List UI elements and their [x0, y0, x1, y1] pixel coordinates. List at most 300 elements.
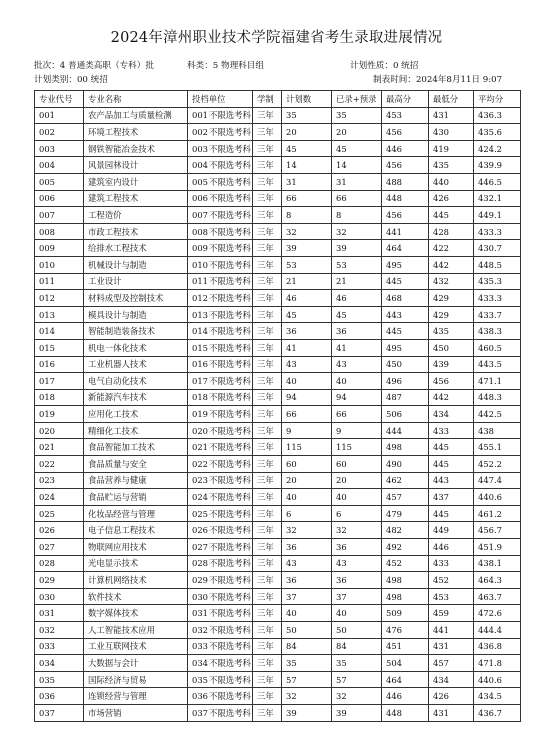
- cell-min-score: [429, 339, 474, 356]
- cell-major-name: [84, 456, 188, 473]
- cell-avg-score-text: 424.2: [478, 143, 502, 154]
- cell-max-score-text: 452: [386, 558, 402, 569]
- cell-min-score: [429, 505, 474, 522]
- cell-max-score: [382, 306, 429, 323]
- cell-avg-score-text: 433.3: [478, 226, 502, 237]
- cell-avg-score: [474, 622, 521, 639]
- table-row: [35, 306, 521, 323]
- cell-max-score-text: 506: [386, 409, 402, 420]
- subject-restriction: 不限选考科: [209, 657, 251, 668]
- subject-restriction: 不限选考科: [209, 525, 251, 536]
- cell-min-score-text: 442: [433, 392, 449, 403]
- cell-min-score-text: 419: [433, 143, 449, 154]
- cell-major-name-text: 食品贮运与营销: [88, 492, 147, 503]
- cell-duration-text: 三年: [257, 259, 274, 270]
- cell-submit-unit: [188, 688, 253, 705]
- cell-avg-score-text: 444.4: [478, 624, 502, 635]
- cell-max-score-text: 444: [386, 425, 402, 436]
- cell-major-code: [35, 422, 84, 439]
- cell-admitted-count-text: 31: [336, 176, 347, 187]
- cell-admitted-count: [332, 422, 382, 439]
- cell-avg-score: [474, 290, 521, 307]
- cell-submit-unit: [188, 605, 253, 622]
- cell-min-score: [429, 140, 474, 157]
- cell-plan-count: [282, 555, 332, 572]
- cell-duration-text: 三年: [257, 608, 274, 619]
- cell-major-name: [84, 655, 188, 672]
- table-row: [35, 356, 521, 373]
- cell-max-score-text: 498: [386, 575, 402, 586]
- cell-max-score-text: 487: [386, 392, 402, 403]
- cell-avg-score: [474, 539, 521, 556]
- cell-max-score-text: 456: [386, 126, 402, 137]
- cell-major-code-text: 015: [39, 342, 55, 353]
- cell-duration-text: 三年: [257, 126, 274, 137]
- cell-duration: [253, 671, 282, 688]
- cell-avg-score-text: 438: [478, 425, 494, 436]
- table-row: [35, 622, 521, 639]
- cell-major-code: [35, 356, 84, 373]
- cell-major-name: [84, 472, 188, 489]
- cell-admitted-count: [332, 290, 382, 307]
- subject-restriction: 不限选考科: [209, 226, 251, 237]
- cell-major-code-text: 018: [39, 392, 55, 403]
- cell-duration-text: 三年: [257, 458, 274, 469]
- cell-min-score: [429, 389, 474, 406]
- cell-major-name: [84, 290, 188, 307]
- cell-submit-unit: [188, 489, 253, 506]
- cell-duration: [253, 356, 282, 373]
- cell-plan-count: [282, 671, 332, 688]
- cell-major-name: [84, 373, 188, 390]
- submit-unit-code: 019: [192, 409, 208, 420]
- cell-admitted-count: [332, 190, 382, 207]
- cell-major-code-text: 005: [39, 176, 55, 187]
- table-row: [35, 439, 521, 456]
- cell-min-score: [429, 306, 474, 323]
- cell-major-name: [84, 173, 188, 190]
- cell-max-score: [382, 688, 429, 705]
- cell-admitted-count-text: 39: [336, 707, 347, 718]
- cell-major-name-text: 食品营养与健康: [88, 475, 147, 486]
- cell-duration: [253, 572, 282, 589]
- cell-duration: [253, 539, 282, 556]
- table-row: [35, 588, 521, 605]
- cell-major-name: [84, 638, 188, 655]
- cell-duration-text: 三年: [257, 575, 274, 586]
- cell-major-code-text: 030: [39, 591, 55, 602]
- cell-plan-count: [282, 190, 332, 207]
- cell-avg-score: [474, 472, 521, 489]
- cell-submit-unit: [188, 472, 253, 489]
- cell-plan-count-text: 45: [286, 143, 297, 154]
- cell-avg-score: [474, 588, 521, 605]
- cell-duration: [253, 107, 282, 124]
- cell-submit-unit: [188, 671, 253, 688]
- cell-min-score: [429, 588, 474, 605]
- cell-plan-count-text: 40: [286, 608, 297, 619]
- cell-plan-count: [282, 306, 332, 323]
- submit-unit-code: 016: [192, 359, 208, 370]
- cell-plan-count: [282, 622, 332, 639]
- cell-min-score-text: 446: [433, 541, 449, 552]
- cell-major-name: [84, 439, 188, 456]
- cell-min-score-text: 445: [433, 209, 449, 220]
- cell-major-name-text: 食品智能加工技术: [88, 442, 155, 453]
- page-title: 2024年漳州职业技术学院福建省考生录取进展情况: [110, 30, 443, 46]
- cell-plan-count: [282, 456, 332, 473]
- cell-admitted-count-text: 40: [336, 608, 347, 619]
- table-row: [35, 107, 521, 124]
- cell-min-score: [429, 124, 474, 141]
- cell-admitted-count: [332, 124, 382, 141]
- cell-plan-count: [282, 157, 332, 174]
- cell-submit-unit: [188, 339, 253, 356]
- subject-restriction: 不限选考科: [209, 276, 251, 287]
- table-row: [35, 406, 521, 423]
- cell-major-name: [84, 704, 188, 721]
- cell-admitted-count: [332, 406, 382, 423]
- cell-major-name: [84, 240, 188, 257]
- cell-submit-unit: [188, 290, 253, 307]
- cell-max-score-text: 448: [386, 707, 402, 718]
- cell-max-score: [382, 406, 429, 423]
- cell-plan-count-text: 94: [286, 392, 297, 403]
- table-row: [35, 157, 521, 174]
- cell-max-score-text: 464: [386, 243, 402, 254]
- cell-duration-text: 三年: [257, 309, 274, 320]
- cell-plan-count-text: 14: [286, 160, 297, 171]
- cell-admitted-count-text: 36: [336, 326, 347, 337]
- cell-major-code: [35, 273, 84, 290]
- cell-admitted-count: [332, 489, 382, 506]
- cell-avg-score-text: 442.5: [478, 409, 502, 420]
- cell-duration-text: 三年: [257, 624, 274, 635]
- subject-restriction: 不限选考科: [209, 442, 251, 453]
- cell-avg-score-text: 463.7: [478, 591, 502, 602]
- cell-submit-unit: [188, 572, 253, 589]
- batch-info: 批次：4 普通类高职（专科）批: [34, 61, 154, 71]
- subject-restriction: 不限选考科: [209, 591, 251, 602]
- cell-min-score: [429, 207, 474, 224]
- cell-duration: [253, 638, 282, 655]
- cell-max-score: [382, 240, 429, 257]
- cell-max-score: [382, 190, 429, 207]
- cell-major-name: [84, 406, 188, 423]
- cell-avg-score: [474, 688, 521, 705]
- cell-admitted-count-text: 45: [336, 143, 347, 154]
- cell-plan-count-text: 57: [286, 674, 297, 685]
- cell-avg-score: [474, 373, 521, 390]
- cell-min-score: [429, 655, 474, 672]
- cell-plan-count-text: 35: [286, 110, 297, 121]
- cell-avg-score: [474, 223, 521, 240]
- cell-plan-count: [282, 539, 332, 556]
- table-row: [35, 173, 521, 190]
- table-row: [35, 605, 521, 622]
- cell-admitted-count: [332, 323, 382, 340]
- cell-major-code-text: 012: [39, 292, 55, 303]
- subject-restriction: 不限选考科: [209, 707, 251, 718]
- cell-admitted-count: [332, 671, 382, 688]
- cell-min-score-text: 449: [433, 525, 449, 536]
- cell-plan-count-text: 53: [286, 259, 297, 270]
- cell-admitted-count-text: 20: [336, 475, 347, 486]
- cell-max-score: [382, 605, 429, 622]
- cell-duration-text: 三年: [257, 508, 274, 519]
- cell-avg-score: [474, 489, 521, 506]
- cell-major-code-text: 002: [39, 126, 55, 137]
- table-row: [35, 389, 521, 406]
- cell-major-code: [35, 489, 84, 506]
- cell-major-name: [84, 356, 188, 373]
- cell-major-code: [35, 173, 84, 190]
- cell-max-score: [382, 572, 429, 589]
- cell-min-score: [429, 555, 474, 572]
- cell-max-score-text: 498: [386, 442, 402, 453]
- submit-unit-code: 018: [192, 392, 208, 403]
- cell-admitted-count-text: 115: [336, 442, 352, 453]
- table-row: [35, 323, 521, 340]
- submit-unit-code: 006: [192, 193, 208, 204]
- cell-admitted-count-text: 46: [336, 292, 347, 303]
- cell-min-score-text: 450: [433, 342, 449, 353]
- cell-plan-count: [282, 655, 332, 672]
- cell-submit-unit: [188, 107, 253, 124]
- cell-major-name-text: 新能源汽车技术: [88, 392, 147, 403]
- cell-major-code-text: 031: [39, 608, 55, 619]
- subject-restriction: 不限选考科: [209, 309, 251, 320]
- submit-unit-code: 026: [192, 525, 208, 536]
- cell-admitted-count-text: 84: [336, 641, 347, 652]
- table-row: [35, 140, 521, 157]
- cell-duration-text: 三年: [257, 226, 274, 237]
- subject-restriction: 不限选考科: [209, 126, 251, 137]
- cell-admitted-count: [332, 622, 382, 639]
- cell-submit-unit: [188, 173, 253, 190]
- cell-avg-score-text: 443.5: [478, 359, 502, 370]
- cell-duration-text: 三年: [257, 541, 274, 552]
- subject-restriction: 不限选考科: [209, 209, 251, 220]
- cell-plan-count-text: 43: [286, 558, 297, 569]
- cell-plan-count-text: 37: [286, 591, 297, 602]
- cell-min-score-text: 441: [433, 624, 449, 635]
- cell-admitted-count: [332, 373, 382, 390]
- cell-duration: [253, 256, 282, 273]
- cell-major-code-text: 010: [39, 259, 55, 270]
- cell-avg-score: [474, 389, 521, 406]
- cell-avg-score-text: 432.1: [478, 193, 502, 204]
- cell-duration: [253, 339, 282, 356]
- made-time-info: 制表时间：2024年8月11日 9:07: [373, 75, 503, 85]
- submit-unit-code: 013: [192, 309, 208, 320]
- cell-max-score-text: 456: [386, 160, 402, 171]
- cell-major-code: [35, 456, 84, 473]
- cell-admitted-count: [332, 704, 382, 721]
- cell-avg-score: [474, 704, 521, 721]
- cell-duration: [253, 688, 282, 705]
- table-row: [35, 489, 521, 506]
- subject-restriction: 不限选考科: [209, 624, 251, 635]
- table-row: [35, 456, 521, 473]
- cell-major-name-text: 给排水工程技术: [88, 243, 147, 254]
- cell-min-score-text: 442: [433, 259, 449, 270]
- subject-restriction: 不限选考科: [209, 193, 251, 204]
- cell-avg-score-text: 434.5: [478, 691, 502, 702]
- submit-unit-code: 036: [192, 691, 208, 702]
- cell-duration: [253, 273, 282, 290]
- cell-avg-score-text: 449.1: [478, 209, 502, 220]
- cell-submit-unit: [188, 207, 253, 224]
- cell-avg-score-text: 433.3: [478, 292, 502, 303]
- cell-major-code-text: 036: [39, 691, 55, 702]
- cell-admitted-count-text: 32: [336, 525, 347, 536]
- cell-major-name-text: 农产品加工与质量检测: [88, 110, 172, 121]
- cell-avg-score-text: 455.1: [478, 442, 502, 453]
- cell-admitted-count-text: 41: [336, 342, 347, 353]
- cell-max-score: [382, 290, 429, 307]
- header-plan-count: 计划数: [282, 91, 332, 108]
- cell-avg-score-text: 448.5: [478, 259, 502, 270]
- cell-duration: [253, 157, 282, 174]
- table-row: [35, 124, 521, 141]
- cell-duration-text: 三年: [257, 475, 274, 486]
- cell-plan-count: [282, 505, 332, 522]
- cell-admitted-count-text: 6: [336, 508, 342, 519]
- cell-duration: [253, 173, 282, 190]
- cell-admitted-count-text: 66: [336, 193, 347, 204]
- cell-major-name: [84, 273, 188, 290]
- cell-max-score-text: 457: [386, 492, 402, 503]
- cell-major-name-text: 智能制造装备技术: [88, 326, 155, 337]
- cell-max-score-text: 498: [386, 591, 402, 602]
- cell-duration: [253, 605, 282, 622]
- cell-duration: [253, 290, 282, 307]
- table-row: [35, 290, 521, 307]
- cell-major-name-text: 建筑工程技术: [88, 193, 139, 204]
- cell-avg-score: [474, 140, 521, 157]
- cell-major-code: [35, 472, 84, 489]
- subject-restriction: 不限选考科: [209, 492, 251, 503]
- subject-restriction: 不限选考科: [209, 575, 251, 586]
- cell-major-code-text: 037: [39, 707, 55, 718]
- cell-duration: [253, 555, 282, 572]
- cell-max-score-text: 441: [386, 226, 402, 237]
- submit-unit-code: 023: [192, 475, 208, 486]
- cell-major-name-text: 国际经济与贸易: [88, 674, 147, 685]
- cell-avg-score: [474, 124, 521, 141]
- cell-max-score-text: 451: [386, 641, 402, 652]
- cell-duration: [253, 406, 282, 423]
- cell-avg-score-text: 436.3: [478, 110, 502, 121]
- cell-min-score-text: 432: [433, 276, 449, 287]
- cell-min-score: [429, 572, 474, 589]
- cell-admitted-count-text: 43: [336, 359, 347, 370]
- subject-restriction: 不限选考科: [209, 110, 251, 121]
- cell-min-score-text: 426: [433, 193, 449, 204]
- cell-major-name: [84, 389, 188, 406]
- cell-major-code: [35, 323, 84, 340]
- subject-restriction: 不限选考科: [209, 342, 251, 353]
- cell-avg-score-text: 471.1: [478, 375, 502, 386]
- cell-plan-count: [282, 572, 332, 589]
- cell-major-code: [35, 572, 84, 589]
- cell-major-code: [35, 638, 84, 655]
- cell-avg-score-text: 440.6: [478, 492, 502, 503]
- cell-max-score-text: 443: [386, 309, 402, 320]
- cell-min-score-text: 453: [433, 591, 449, 602]
- cell-min-score-text: 445: [433, 458, 449, 469]
- cell-admitted-count-text: 35: [336, 657, 347, 668]
- cell-min-score: [429, 671, 474, 688]
- cell-admitted-count: [332, 555, 382, 572]
- cell-admitted-count: [332, 572, 382, 589]
- cell-max-score: [382, 505, 429, 522]
- cell-min-score-text: 433: [433, 558, 449, 569]
- cell-min-score: [429, 273, 474, 290]
- cell-min-score-text: 430: [433, 126, 449, 137]
- cell-major-code-text: 001: [39, 110, 55, 121]
- cell-admitted-count-text: 43: [336, 558, 347, 569]
- submit-unit-code: 030: [192, 591, 208, 602]
- cell-major-code-text: 021: [39, 442, 55, 453]
- table-body: [35, 107, 521, 721]
- cell-max-score: [382, 107, 429, 124]
- cell-admitted-count: [332, 688, 382, 705]
- subject-restriction: 不限选考科: [209, 608, 251, 619]
- cell-plan-count-text: 36: [286, 326, 297, 337]
- cell-plan-count-text: 6: [286, 508, 292, 519]
- cell-avg-score-text: 446.5: [478, 176, 502, 187]
- cell-submit-unit: [188, 256, 253, 273]
- cell-min-score-text: 440: [433, 176, 449, 187]
- cell-duration: [253, 389, 282, 406]
- cell-admitted-count-text: 21: [336, 276, 347, 287]
- cell-submit-unit: [188, 373, 253, 390]
- cell-submit-unit: [188, 439, 253, 456]
- cell-avg-score-text: 464.3: [478, 575, 502, 586]
- cell-avg-score-text: 472.6: [478, 608, 502, 619]
- cell-plan-count: [282, 173, 332, 190]
- cell-duration: [253, 323, 282, 340]
- cell-plan-count-text: 36: [286, 575, 297, 586]
- cell-admitted-count-text: 36: [336, 575, 347, 586]
- cell-major-code-text: 019: [39, 409, 55, 420]
- cell-avg-score: [474, 638, 521, 655]
- cell-max-score-text: 450: [386, 359, 402, 370]
- submit-unit-code: 003: [192, 143, 208, 154]
- cell-admitted-count: [332, 605, 382, 622]
- cell-major-name: [84, 605, 188, 622]
- cell-avg-score-text: 460.5: [478, 342, 502, 353]
- table-row: [35, 539, 521, 556]
- cell-major-name-text: 市政工程技术: [88, 226, 139, 237]
- cell-major-name-text: 工业机器人技术: [88, 359, 147, 370]
- cell-min-score: [429, 406, 474, 423]
- cell-min-score: [429, 439, 474, 456]
- cell-duration-text: 三年: [257, 276, 274, 287]
- cell-avg-score-text: 447.4: [478, 475, 502, 486]
- table-row: [35, 373, 521, 390]
- table-row: [35, 572, 521, 589]
- cell-max-score-text: 453: [386, 110, 402, 121]
- cell-max-score: [382, 124, 429, 141]
- cell-major-code: [35, 539, 84, 556]
- cell-max-score: [382, 671, 429, 688]
- cell-plan-count: [282, 290, 332, 307]
- cell-min-score: [429, 638, 474, 655]
- cell-submit-unit: [188, 456, 253, 473]
